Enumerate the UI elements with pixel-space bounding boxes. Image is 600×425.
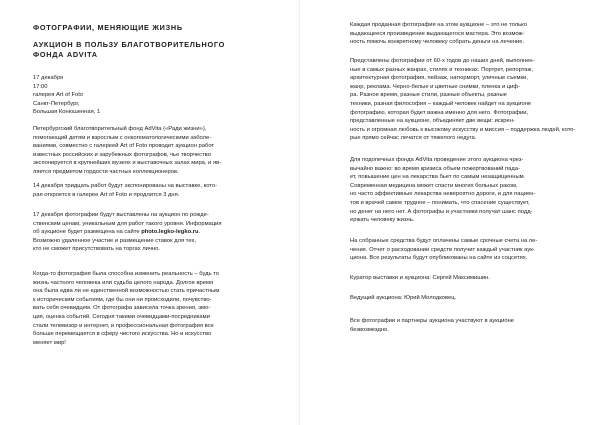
text-line: ваниями, совместно с галереей Art of Foto проводит аукцион работ [33,143,215,150]
auction-site-link[interactable]: photo.legko-legko.ru [141,229,199,236]
text-line: Возможно удаленное участие и размещение ставок для тех, [33,237,196,244]
event-info [33,74,279,117]
text-line: ляется предметом гордости частных коллекционеров. [33,168,179,175]
text-line: циона. Все результаты будут опубликованы на сайте из соцсетях. [350,255,528,262]
link-prefix: об аукционе будет размещена на сайте [33,229,142,236]
text-line: чение. Отчет о расходовании средств получит каждый участник аук- [350,246,535,253]
text-line: но денег на него нет. А фотографы и участники получат шанс подд- [350,208,533,215]
text-line: Представлены фотографии от 60-х годов до наших дней, выполнен- [350,58,535,64]
event-date: 17 декабря [33,75,64,81]
text-line: ет, повышение цен на лекарства бьет по самым незащищенным. [350,174,526,181]
text-line: ные в самых разных жанрах, стилях и техниках. Портрет, репортаж, [350,66,534,73]
subtitle-line: ФОНДА ADVITA [33,50,98,59]
event-venue: галерея Art of Foto [33,92,84,99]
paragraph-closing [350,317,586,334]
text-line: фотографию, которая будет важна именно для него. Фотографии, [350,109,529,116]
paragraph-collection [350,57,586,143]
text-line: безвозмездно. [350,326,389,333]
text-line: ержать человеку жизнь. [350,217,415,224]
text-line: На собранные средства будут оплачены самые срочные счета на ле- [350,238,538,244]
text-line: Для подопечных фонда AdVita проведение этого аукциона чрез- [350,157,524,163]
text-line: жанр, реклама. Черно-белые и цветные снимки, пленка и циф- [350,83,521,90]
paragraph-mission [350,21,586,47]
text-line: архитектурная фотография, пейзаж, натюрморт, уличные съемки, [350,75,528,82]
text-line: ность и огромная любовь к высокому искусству и миссия – поддержка людей, кото- [350,126,576,133]
text-line: жизнь частного человека или судьба целого народа. Долгое время [33,279,214,286]
paragraph-importance [350,156,586,225]
paragraph-intro [33,125,279,177]
text-line: Каждая проданная фотография на этом аукционе – это не только [350,22,528,28]
text-line: представленные на аукционе, объединяет две вещи: искрен- [350,118,515,125]
text-line: помогающий детям и взрослым с онкогематологическими заболе- [33,134,212,141]
text-line: к историческим событиям, где бы они ни происходили, почувство- [33,296,212,303]
text-line: она была едва ли не единственной возможностью стать причастным [33,288,220,295]
auctioneer-text: Ведущий аукциона: Юрий Молодковец. [350,295,457,301]
right-page [300,0,600,425]
curator-credit [350,274,586,283]
text-line: ность помочь конкретному человеку собрать деньги на лечение. [350,39,525,46]
text-line [33,228,279,237]
text-line: кто не сможет присутствовать на торгах лично. [33,246,160,253]
paragraph-exhibition [33,182,279,199]
text-line: меняет мир! [33,339,66,346]
text-line: больше перемещается в сферу чистого искусства. Но и искусство [33,331,212,338]
text-line: ра. Разное время, разные стили, разные объекты, разные [350,92,507,99]
subtitle [33,40,225,60]
page-title: ФОТОГРАФИИ, МЕНЯЮЩИЕ ЖИЗНЬ [33,23,183,32]
text-line: рые прямо сейчас лечатся от тяжелого недуга. [350,135,477,142]
text-line: вать себя очевидцем. От фотографа зависела точка зрения, эмо- [33,305,211,312]
auctioneer-credit [350,294,586,303]
event-time: 17:00 [33,83,48,90]
paragraph-funds [350,237,586,263]
text-line: Все фотографии и партнеры аукциона участвуют в аукционе [350,318,515,324]
text-line: 17 декабря фотографии будут выставлены на аукцион по рожде- [33,212,209,218]
text-line: известных российских и зарубежных фотографов, чье творчество [33,151,211,158]
paragraph-essay [33,270,279,347]
event-address: Большая Конюшенная, 1 [33,109,101,116]
text-line: Когда-то фотография была способна изменить реальность – будь то [33,271,219,277]
text-line: выдающееся произведение выдающегося мастера. Это возмож- [350,30,525,37]
event-city: Санкт-Петербург, [33,100,80,107]
text-line: тов и врачей самое трудное – понимать, что спасение существует, [350,199,530,206]
paragraph-auction [33,211,279,254]
text-line: вычайно важно: во время кризиса объем пожертвований пада- [350,165,520,172]
text-line: рая откроется в галерее Art of Foto и продлится 3 дня. [33,191,180,198]
curator-text: Куратор выставки и аукциона: Сергей Максимишин. [350,275,490,281]
link-suffix: . [198,229,201,236]
text-line: 14 декабря тридцать работ будут экспонированы на выставке, кото- [33,183,218,189]
text-line: Петербургский благотворительный фонд AdVita («Ради жизни»), [33,126,207,132]
text-line: но часто эффективные лекарства невероятно дороги, и для пациен- [350,191,536,198]
subtitle-line: АУКЦИОН В ПОЛЬЗУ БЛАГОТВОРИТЕЛЬНОГО [33,40,225,49]
text-line: техники, разная философия – каждый человек найдет на аукционе [350,100,532,107]
text-line: экспонируется в крупнейших музеях и выставочных залах мира, и яв- [33,160,222,167]
text-line: Современная медицина может спасти многих больных раком, [350,182,518,189]
text-line: стали телевизор и интернет, и профессиональная фотография все [33,322,214,329]
text-line: ция, оценка событий. Сегодня такими очевидцами-посредниками [33,313,210,320]
text-line: ственским ценам, уникальным для работ такого уровня. Информация [33,220,222,227]
